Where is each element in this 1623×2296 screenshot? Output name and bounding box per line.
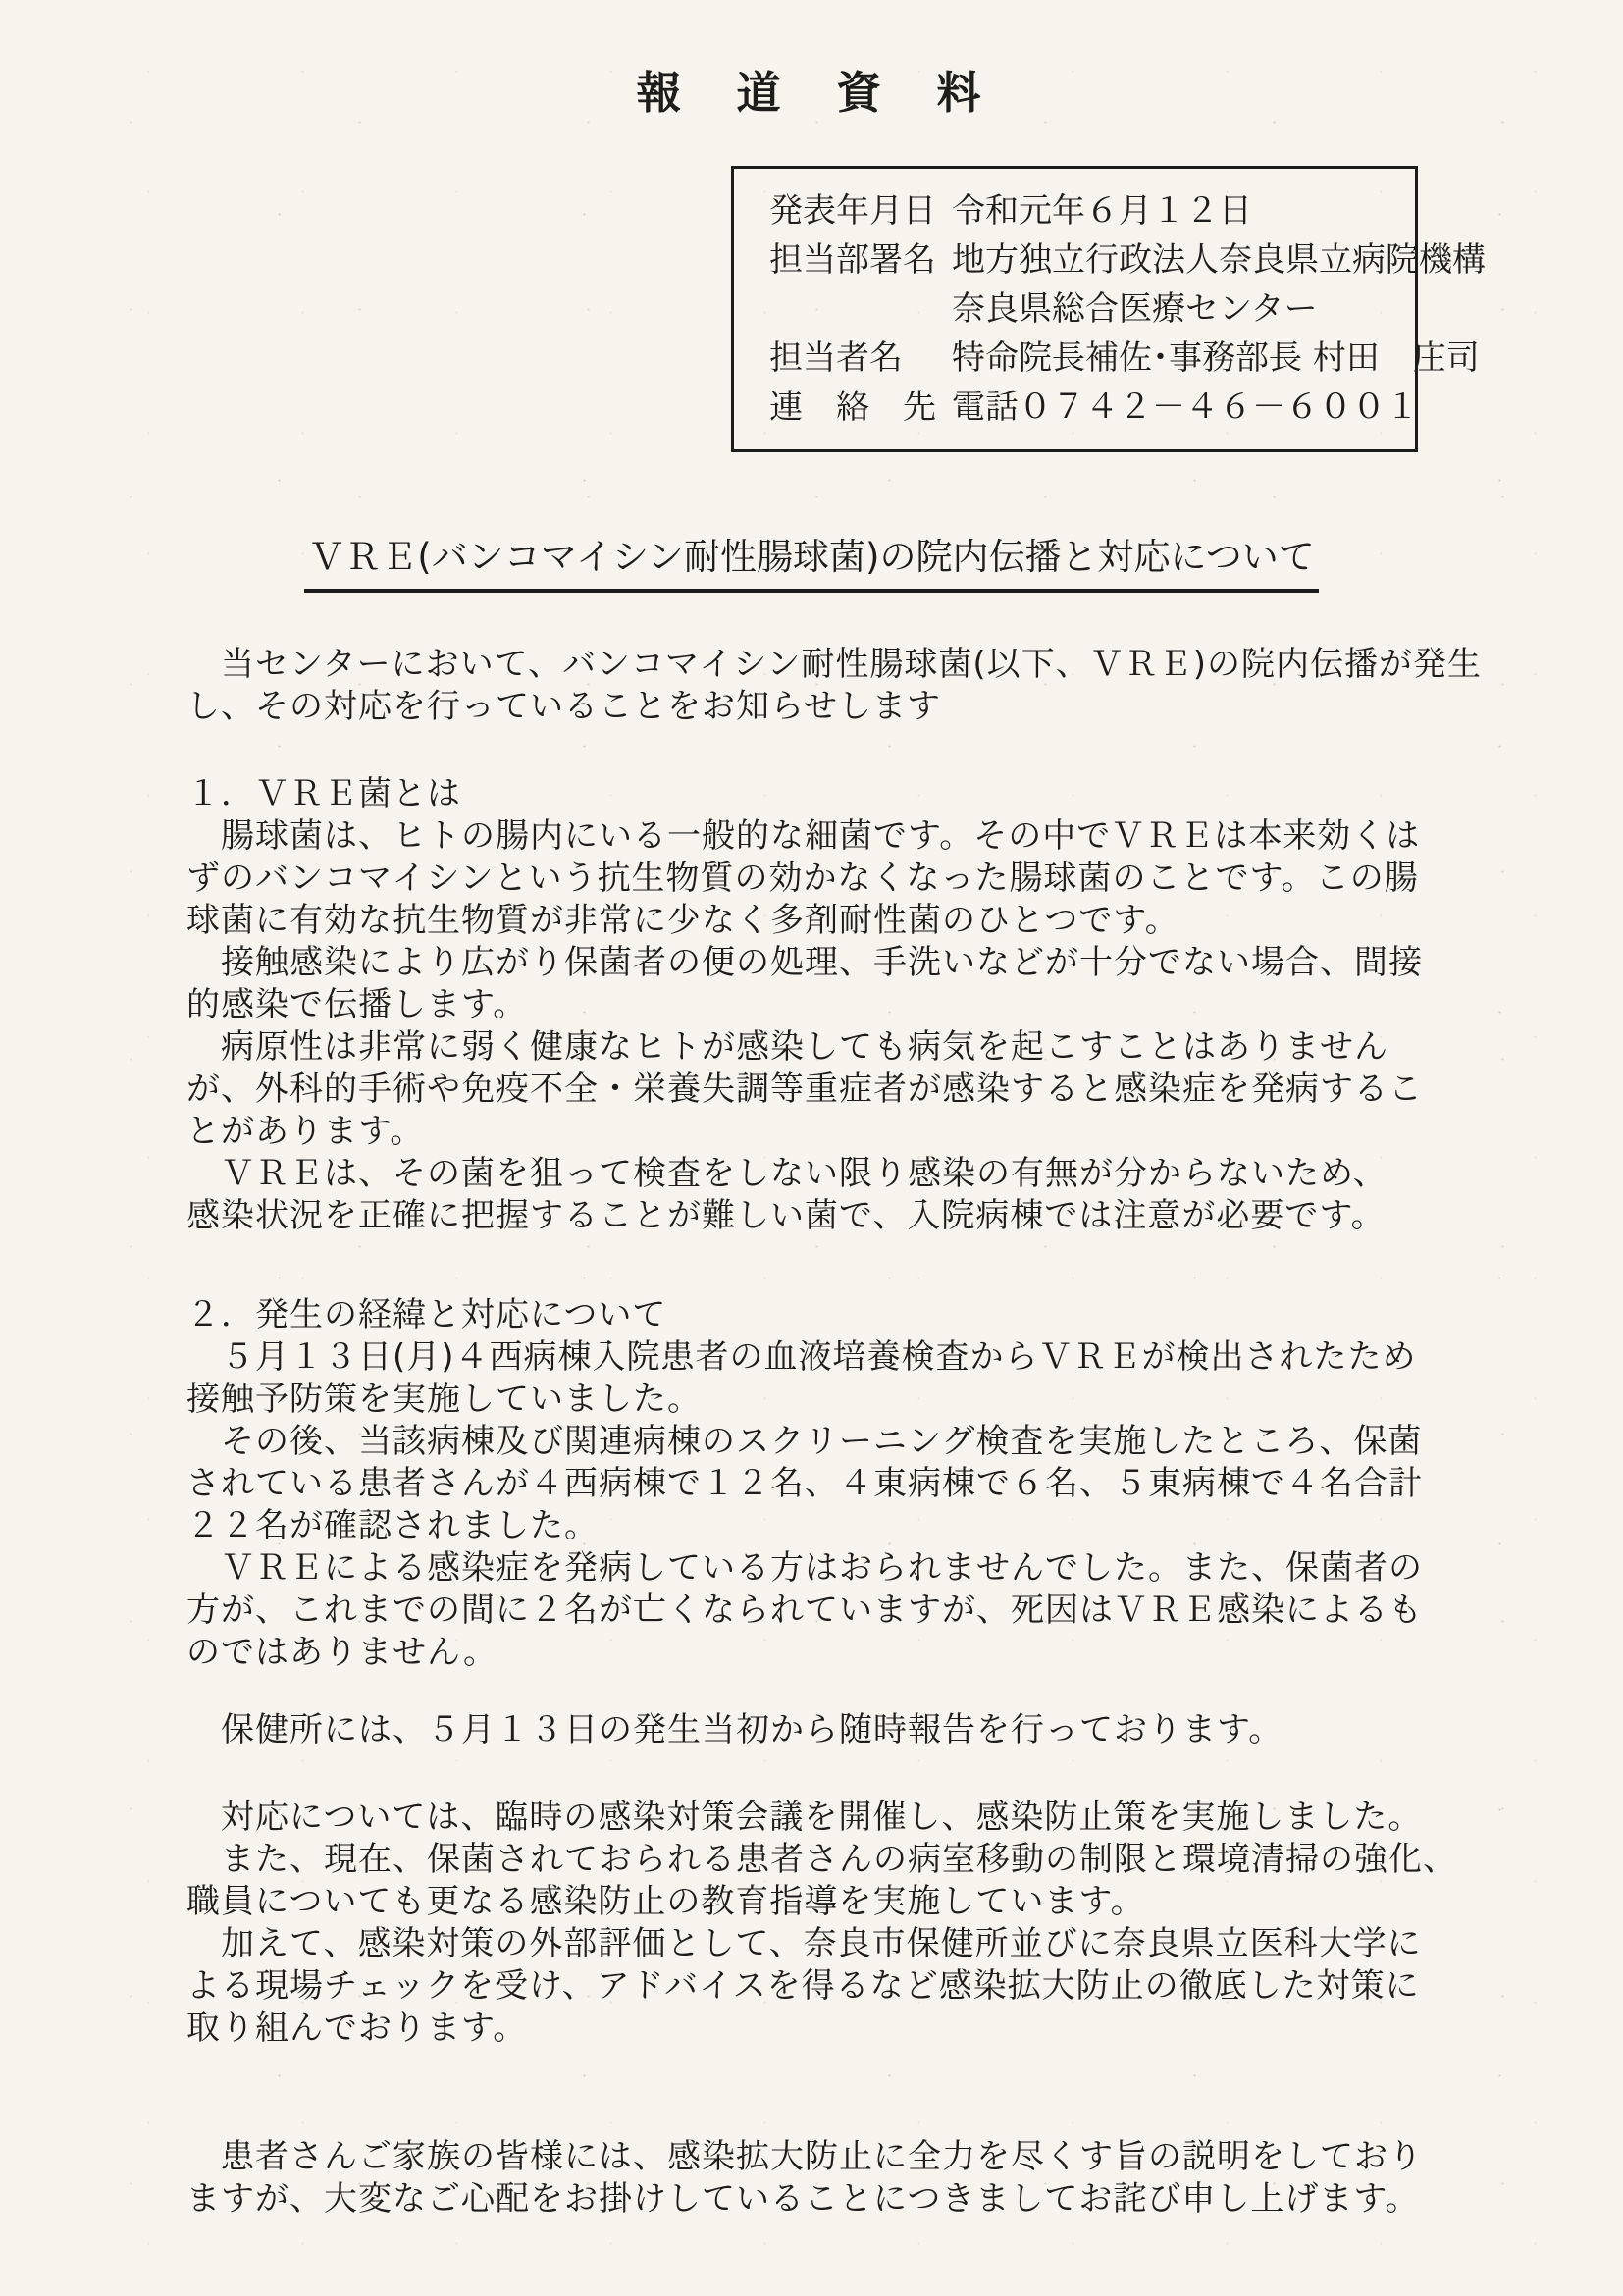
text-line: ますが、大変なご心配をお掛けしていることにつきましてお詫び申し上げます。 — [186, 2178, 1420, 2218]
info-label: 連 絡 先 — [769, 387, 936, 427]
text-line: が、外科的手術や免疫不全・栄養失調等重症者が感染すると感染症を発病するこ — [186, 1069, 1423, 1109]
paragraph — [186, 1026, 1472, 1153]
text-line: 職員についても更なる感染防止の教育指導を実施しています。 — [186, 1881, 1145, 1921]
paragraph — [186, 1797, 1472, 1839]
paragraph — [186, 815, 1472, 942]
text-line: 球菌に有効な抗生物質が非常に少なく多剤耐性菌のひとつです。 — [186, 900, 1179, 940]
text-line: 当センターにおいて、バンコマイシン耐性腸球菌(以下、ＶＲＥ)の院内伝播が発生 — [186, 644, 1482, 684]
info-label: 担当部署名 — [769, 239, 936, 280]
text-line: 病原性は非常に弱く健康なヒトが感染しても病気を起こすことはありません — [186, 1026, 1388, 1067]
text-line: 接触感染により広がり保菌者の便の処理、手洗いなどが十分でない場合、間接 — [186, 942, 1423, 982]
paragraph — [186, 2136, 1472, 2220]
text-line: 腸球菌は、ヒトの腸内にいる一般的な細菌です。その中でＶＲＥは本来効くは — [186, 815, 1421, 856]
info-value-line: 令和元年６月１２日 — [952, 190, 1252, 231]
subject-heading: ＶＲＥ(バンコマイシン耐性腸球菌)の院内伝播と対応について — [304, 527, 1318, 593]
text-line: ＶＲＥによる感染症を発病している方はおられませんでした。また、保菌者の — [186, 1547, 1423, 1588]
info-value-line: 奈良県総合医療センター — [952, 288, 1318, 329]
text-line: 取り組んでおります。 — [186, 2008, 528, 2048]
text-line: とがあります。 — [186, 1111, 425, 1151]
info-label: 発表年月日 — [769, 190, 936, 231]
text-line: また、現在、保菌されておられる患者さんの病室移動の制限と環境清掃の強化、 — [186, 1839, 1457, 1879]
text-line: 対応については、臨時の感染対策会議を開催し、感染防止策を実施しました。 — [186, 1797, 1423, 1837]
paragraph — [186, 1839, 1472, 1923]
info-values — [952, 235, 1486, 334]
sections-container — [186, 773, 1472, 2220]
section — [186, 1294, 1472, 2220]
info-values — [952, 334, 1480, 383]
text-line: ２２名が確認されました。 — [186, 1505, 599, 1545]
text-line: 加えて、感染対策の外部評価として、奈良市保健所並びに奈良県立医科大学に — [186, 1923, 1422, 1963]
intro-paragraph — [186, 644, 1482, 728]
paragraph — [186, 1547, 1472, 1674]
text-line: 保健所には、５月１３日の発生当初から随時報告を行っております。 — [186, 1709, 1283, 1749]
paragraph — [186, 1336, 1472, 1421]
info-values — [952, 186, 1252, 235]
info-row — [769, 186, 1403, 235]
text-line: のではありません。 — [186, 1632, 498, 1672]
text-line: 感染状況を正確に把握することが難しい菌で、入院病棟では注意が必要です。 — [186, 1195, 1386, 1235]
document-body — [186, 644, 1482, 2220]
info-value-line: 特命院長補佐･事務部長 村田 庄司 — [952, 338, 1480, 378]
info-value-line: 電話０７４２－４６－６００１ — [952, 387, 1419, 427]
info-label: 担当者名 — [769, 338, 903, 378]
section-heading: ２．発生の経緯と対応について — [186, 1294, 667, 1334]
text-line: その後、当該病棟及び関連病棟のスクリーニング検査を実施したところ、保菌 — [186, 1421, 1423, 1461]
document-title: 報 道 資 料 — [636, 67, 987, 119]
info-row — [769, 334, 1480, 383]
section — [186, 773, 1472, 1237]
text-line: 患者さんご家族の皆様には、感染拡大防止に全力を尽くす旨の説明をしており — [186, 2136, 1423, 2176]
info-row — [769, 383, 1419, 432]
info-row — [769, 235, 1486, 334]
text-line: 方が、これまでの間に２名が亡くなられていますが、死因はＶＲＥ感染によるも — [186, 1590, 1423, 1630]
paragraph — [186, 942, 1472, 1026]
text-line: 接触予防策を実施していました。 — [186, 1379, 702, 1419]
text-line: よる現場チェックを受け、アドバイスを得るなど感染拡大防止の徹底した対策に — [186, 1965, 1420, 2006]
text-line: ＶＲＥは、その菌を狙って検査をしない限り感染の有無が分からないため、 — [186, 1153, 1387, 1193]
paragraph — [186, 1709, 1472, 1751]
contact-info-box — [731, 166, 1486, 452]
info-values — [952, 383, 1419, 432]
text-line: ずのバンコマイシンという抗生物質の効かなくなった腸球菌のことです。この腸 — [186, 858, 1419, 898]
text-line: されている患者さんが４西病棟で１２名、４東病棟で６名、５東病棟で４名合計 — [186, 1463, 1423, 1503]
text-line: ５月１３日(月)４西病棟入院患者の血液培養検査からＶＲＥが検出されたため — [186, 1336, 1417, 1377]
text-line: 的感染で伝播します。 — [186, 984, 528, 1024]
subject-heading-row — [0, 527, 1623, 593]
paragraph — [186, 1153, 1472, 1237]
paragraph — [186, 1421, 1472, 1547]
section-heading: １．ＶＲＥ菌とは — [186, 773, 461, 813]
info-value-line: 地方独立行政法人奈良県立病院機構 — [952, 239, 1486, 280]
paragraph — [186, 1923, 1472, 2050]
text-line: し、その対応を行っていることをお知らせします — [186, 686, 941, 726]
